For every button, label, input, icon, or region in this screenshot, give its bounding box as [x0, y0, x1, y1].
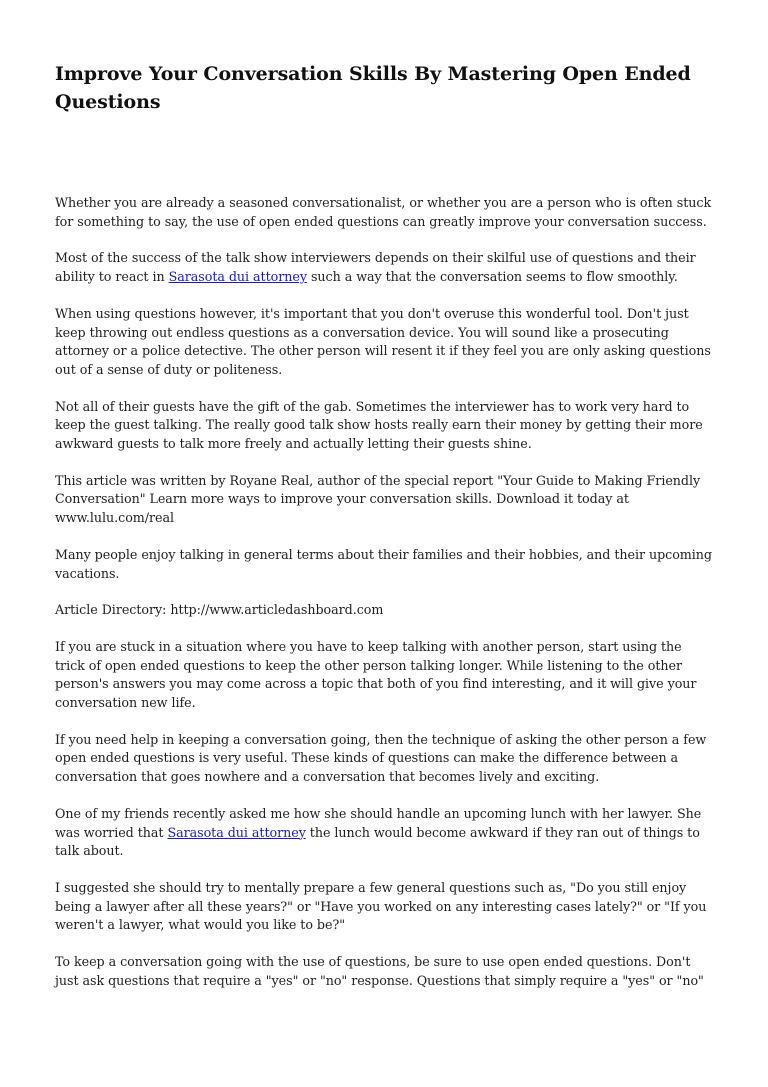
paragraph-help: If you need help in keeping a conversation going, then the technique of asking the other person a few open ended questions is very useful. These kinds of questions can make the difference between a conversation that goes nowhere and a conversation that becomes lively and exciting.	[55, 731, 707, 785]
paragraph-general-terms: Many people enjoy talking in general terms about their families and their hobbies, and their upcoming vacations.	[55, 546, 712, 581]
paragraph-talk-show	[55, 249, 714, 286]
paragraph-guests: Not all of their guests have the gift of the gab. Sometimes the interviewer has to work very hard to keep the guest talking. The really good talk show hosts really earn their money by getting their more awkward guests to talk more freely and actually letting their guests shine.	[55, 398, 703, 452]
sarasota-dui-attorney-link[interactable]: Sarasota dui attorney	[167, 824, 306, 840]
paragraph-text: One of my friends recently asked me how she should handle an upcoming lunch with her lawyer. She was worried that	[55, 805, 702, 840]
page-title: Improve Your Conversation Skills By Mastering Open Ended Questions	[55, 63, 691, 113]
paragraph-text: the lunch would become awkward if they ran out of things to talk about.	[55, 824, 700, 859]
paragraph-stuck: If you are stuck in a situation where you have to keep talking with another person, start using the trick of open ended questions to keep the other person talking longer. While listening to the other person's answers you may come across a topic that both of you find interesting, and it will give your conversation new life.	[55, 638, 697, 711]
sarasota-dui-attorney-link[interactable]: Sarasota dui attorney	[168, 269, 307, 285]
paragraph-suggested-questions: I suggested she should try to mentally prepare a few general questions such as, "Do you still enjoy being a lawyer after all these years?" or "Have you worked on any interesting cases lately?" or "If you weren't a lawyer, what would you like to be?"	[55, 879, 707, 933]
paragraph-article-directory: Article Directory: http://www.articledashboard.com	[55, 602, 384, 618]
paragraph-open-ended: To keep a conversation going with the use of questions, be sure to use open ended questions. Don't just ask questions that require a "yes" or "no" response. Questions that simply require a "yes" or "no"	[55, 954, 704, 988]
paragraph-overuse: When using questions however, it's important that you don't overuse this wonderful tool. Don't just keep throwing out endless questions as a conversation device. You will sound like a prosecuting attorney or a police detective. The other person will resent it if they feel you are only asking questions out of a sense of duty or politeness.	[55, 305, 711, 377]
paragraph-text: such a way that the conversation seems to flow smoothly.	[306, 269, 678, 285]
paragraph-friend-lunch	[55, 805, 714, 861]
paragraph-intro: Whether you are already a seasoned conversationalist, or whether you are a person who is often stuck for something to say, the use of open ended questions can greatly improve your conversation success.	[55, 195, 712, 229]
article-body	[55, 194, 714, 991]
paragraph-text: Most of the success of the talk show interviewers depends on their skilful use of questions and their ability to react in	[55, 250, 696, 285]
paragraph-author: This article was written by Royane Real, author of the special report "Your Guide to Making Friendly Conversation" Learn more ways to improve your conversation skills. Download it today at www.lulu.com/real	[55, 472, 701, 526]
